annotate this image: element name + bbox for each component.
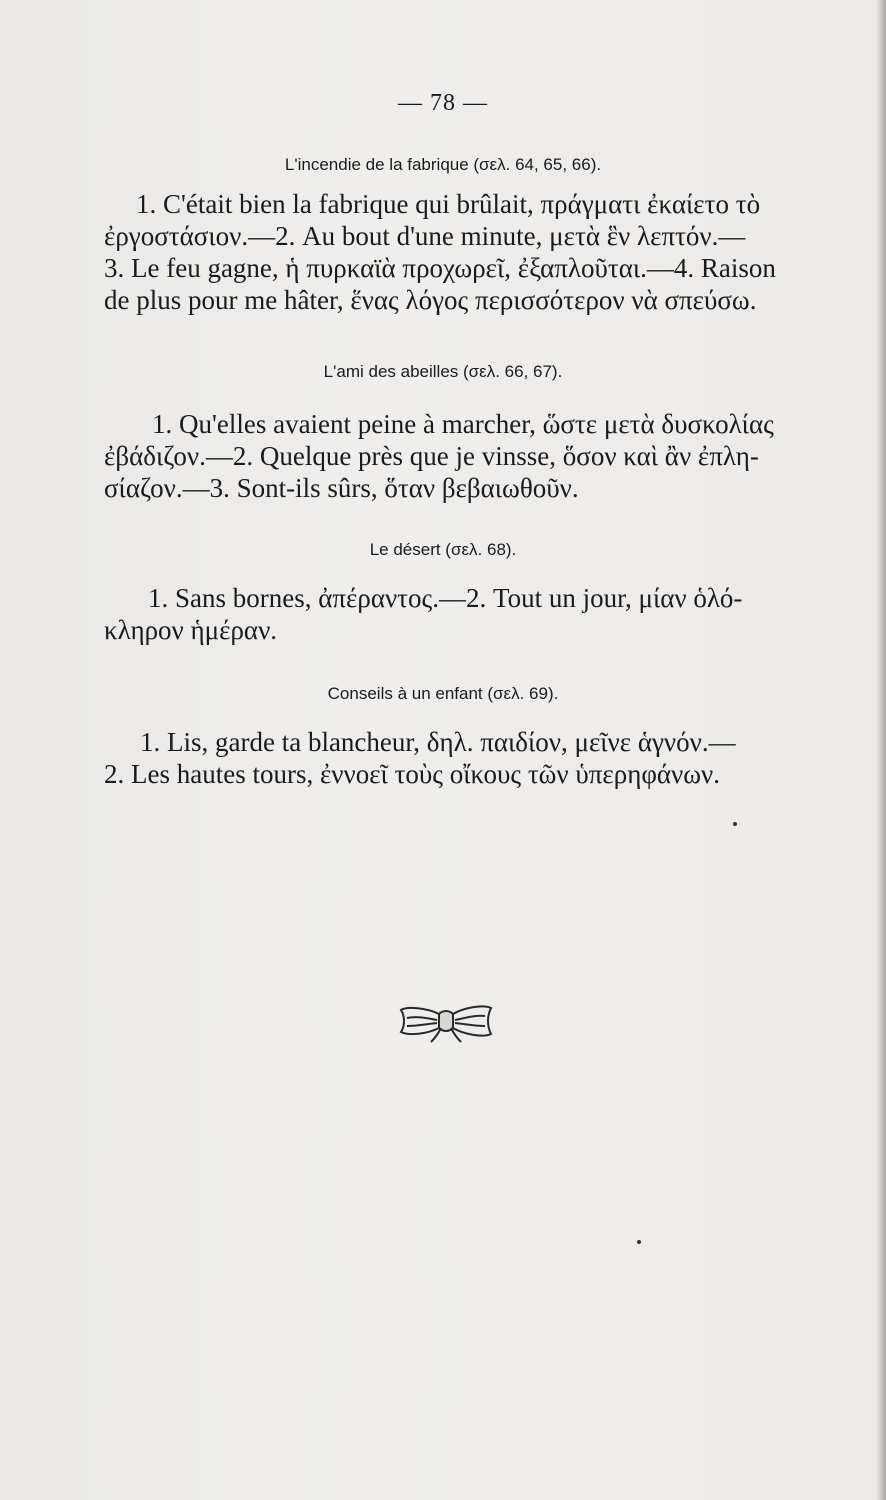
section-body-abeilles [104,408,820,504]
ink-speck [733,822,737,826]
text-line: 1. Sans bornes, ἀπέραντος.—2. Tout un jour, μίαν ὁλό- [148,583,743,613]
text-line: κληρον ἡμέραν. [104,615,278,645]
text-line: ἐβάδιζον.—2. Quelque près que je vinsse, ὅσον καὶ ἂν ἐπλη- [104,441,759,471]
section-heading-desert: Le désert (σελ. 68). [369,540,517,559]
section-heading-conseils: Conseils à un enfant (σελ. 69). [327,684,559,703]
ink-speck [637,1240,641,1244]
text-line: 2. Les hautes tours, ἐννοεῖ τοὺς οἴκους τῶν ὑπερηφάνων. [104,759,720,789]
section-heading-incendie: L'incendie de la fabrique (σελ. 64, 65, 66). [284,155,602,174]
section-body-desert [104,582,820,646]
ribbon-bow-icon [397,996,495,1044]
text-line: ἐργοστάσιον.—2. Au bout d'une minute, μετὰ ἓν λεπτόν.— [104,221,746,251]
page-number: — 78 — [398,90,488,116]
section-heading-abeilles: L'ami des abeilles (σελ. 66, 67). [323,362,563,381]
section-body-conseils [104,726,820,790]
page-edge-shadow [876,0,886,1500]
text-line: σίαζον.—3. Sont-ils sûrs, ὅταν βεβαιωθοῦν. [104,473,579,503]
text-line: 1. Lis, garde ta blancheur, δηλ. παιδίον, μεῖνε ἁγνόν.— [140,727,736,757]
text-line: de plus pour me hâter, ἕνας λόγος περισσότερον νὰ σπεύσω. [104,285,757,315]
text-line: 3. Le feu gagne, ἡ πυρκαϊὰ προχωρεῖ, ἐξαπλοῦται.—4. Raison [104,253,776,283]
text-line: 1. C'était bien la fabrique qui brûlait, πράγματι ἐκαίετο τὸ [136,189,761,219]
section-body-incendie [104,188,820,316]
text-line: 1. Qu'elles avaient peine à marcher, ὥστε μετὰ δυσκολίας [152,409,774,439]
